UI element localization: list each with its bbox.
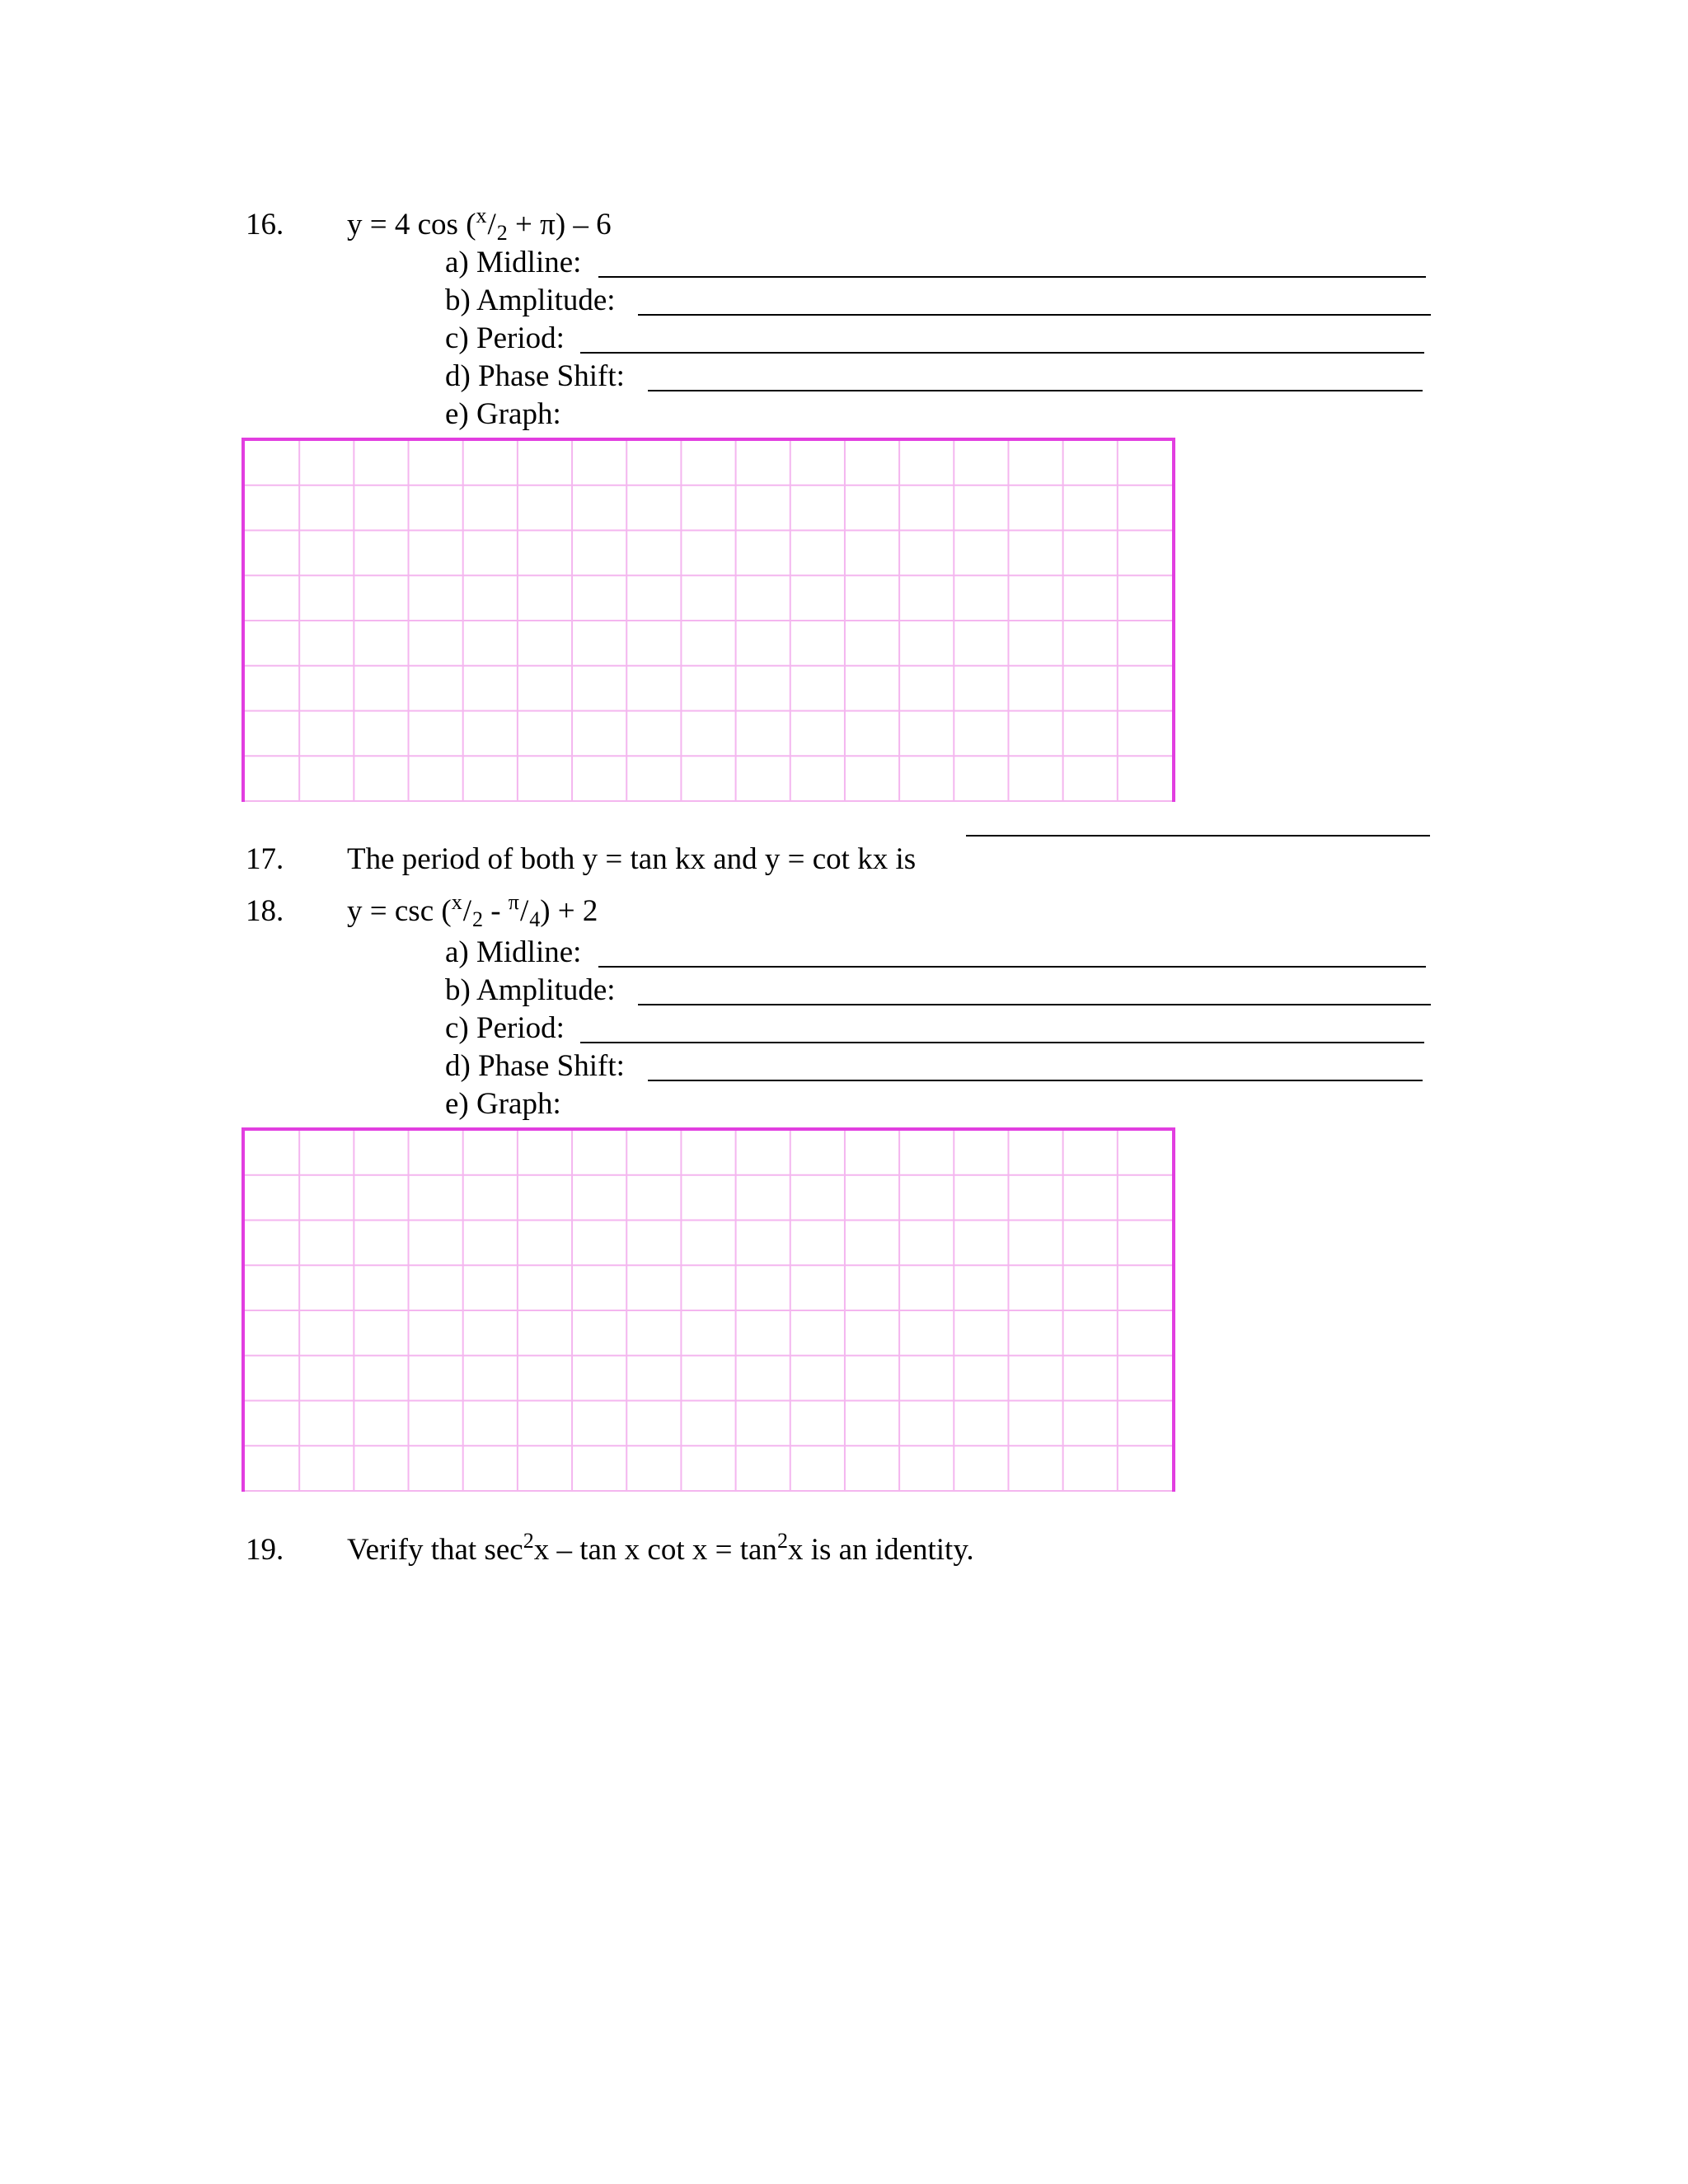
phase-shift-answer-blank[interactable] <box>648 390 1423 391</box>
graph-row: e) Graph: <box>445 1087 561 1121</box>
problem-number: 16. <box>246 208 284 241</box>
amplitude-row: b) Amplitude: <box>445 282 625 320</box>
problem-number: 17. <box>246 842 284 876</box>
phase-shift-row: d) Phase Shift: <box>445 358 625 396</box>
phase-shift-row: d) Phase Shift: <box>445 1047 625 1085</box>
graph-grid-18[interactable] <box>241 1127 1175 1492</box>
phase-shift-answer-blank[interactable] <box>648 1080 1423 1081</box>
amplitude-row: b) Amplitude: <box>445 972 625 1010</box>
graph-grid-16[interactable] <box>241 438 1175 802</box>
graph-row: e) Graph: <box>445 397 561 431</box>
midline-row: a) Midline: <box>445 934 625 972</box>
amplitude-answer-blank[interactable] <box>638 314 1431 316</box>
question-text: Verify that $\sec^2x$ – tan x $\cot x = \tan^2x$ is an identity. <box>347 1529 974 1567</box>
problem-number: 18. <box>246 894 284 928</box>
period-row: c) Period: <box>445 1010 625 1047</box>
midline-answer-blank[interactable] <box>598 276 1426 278</box>
grid-lines <box>245 1131 1172 1492</box>
period-answer-blank[interactable] <box>580 1042 1424 1043</box>
answer-parts <box>445 244 625 434</box>
equation: y = 4 $\cos (^x/_2 + \pi) - 6$ <box>347 204 612 245</box>
midline-row: a) Midline: <box>445 244 625 282</box>
period-answer-blank[interactable] <box>580 352 1424 354</box>
problem-number: 19. <box>246 1533 284 1567</box>
answer-parts <box>445 934 625 1123</box>
grid-lines <box>245 441 1172 802</box>
equation: $y = \csc (^x/_2 - ^\pi/_4) + 2$ <box>347 890 598 931</box>
period-row: c) Period: <box>445 320 625 358</box>
amplitude-answer-blank[interactable] <box>638 1004 1431 1005</box>
question-text: The period of both y = tan kx and y = cot kx is <box>347 842 917 876</box>
midline-answer-blank[interactable] <box>598 966 1426 968</box>
period-answer-blank[interactable] <box>966 835 1430 837</box>
